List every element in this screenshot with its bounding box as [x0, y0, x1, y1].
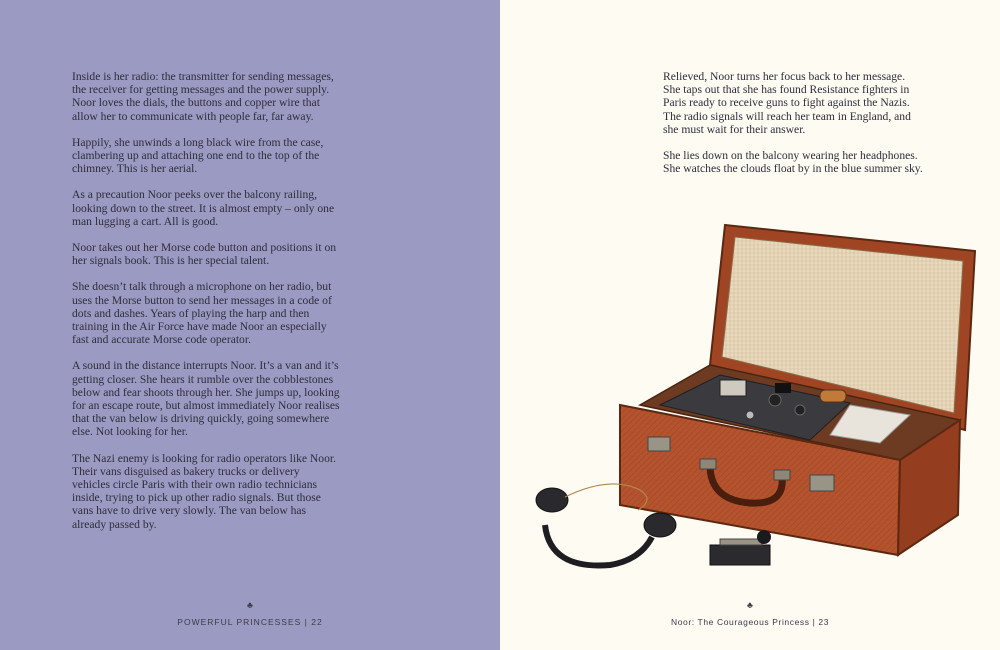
paragraph: Noor takes out her Morse code button and positions it on her signals book. This is her special talent.	[72, 241, 337, 268]
morse-key-icon	[710, 530, 771, 565]
running-footer: Noor: The Courageous Princess | 23	[670, 617, 830, 627]
paragraph: Relieved, Noor turns her focus back to her message. She taps out that she has found Resistance fighters in Paris ready to receive guns to fight against the Nazis. The radio signals will reach her team in England, and she must wait for their answer.	[663, 70, 911, 136]
meter-dial-icon	[720, 380, 746, 396]
paragraph: She lies down on the balcony wearing her headphones. She watches the clouds float by in the blue summer sky.	[663, 149, 923, 176]
paragraph: She doesn’t talk through a microphone on her radio, but uses the Morse button to send her messages in a code of dots and dashes. Years of playing the harp and then training in the Air Force have made Noor an especially fast and accurate Morse code operator.	[72, 280, 332, 347]
paragraph: Happily, she unwinds a long black wire from the case, clambering up and attaching one end to the top of the chimney. This is her aerial.	[72, 135, 324, 176]
knob-icon	[769, 394, 781, 406]
ornament-icon: ♣	[747, 600, 753, 610]
paragraph: As a precaution Noor peeks over the balcony railing, looking down to the street. It is almost empty – only one man lugging a cart. All is good.	[72, 188, 335, 228]
running-footer: POWERFUL PRINCESSES | 22	[177, 617, 323, 627]
left-text-column	[72, 70, 340, 544]
ornament-icon: ♣	[247, 600, 253, 610]
paragraph: A sound in the distance interrupts Noor. It’s a van and it’s getting closer. She hears it rumble over the cobblestones below and fear shoots through her. She jumps up, looking for an escape route, but almost immediately Noor realises that the van below is driving quickly, going somewhere else. Not looking for her.	[72, 359, 340, 439]
paragraph: Inside is her radio: the transmitter for sending messages, the receiver for getting messages and the power supply. Noor loves the dials, the buttons and copper wire that allow her to communicate with people far, far away.	[72, 70, 334, 123]
valve-icon	[820, 390, 846, 402]
left-page-footer	[0, 600, 500, 630]
knob-icon	[795, 405, 805, 415]
right-page-footer	[500, 600, 1000, 630]
latch-icon	[810, 475, 834, 491]
paragraph: The Nazi enemy is looking for radio operators like Noor. Their vans disguised as bakery trucks or delivery vehicles circle Paris with their own radio technicians inside, trying to pick up other radio signals. But those vans have to drive very slowly. The van below has already passed by.	[72, 451, 337, 531]
knob-icon	[746, 411, 754, 419]
latch-icon	[648, 437, 670, 451]
suitcase-radio-illustration	[520, 215, 990, 585]
right-page	[500, 0, 1000, 650]
right-text-column	[663, 70, 925, 188]
